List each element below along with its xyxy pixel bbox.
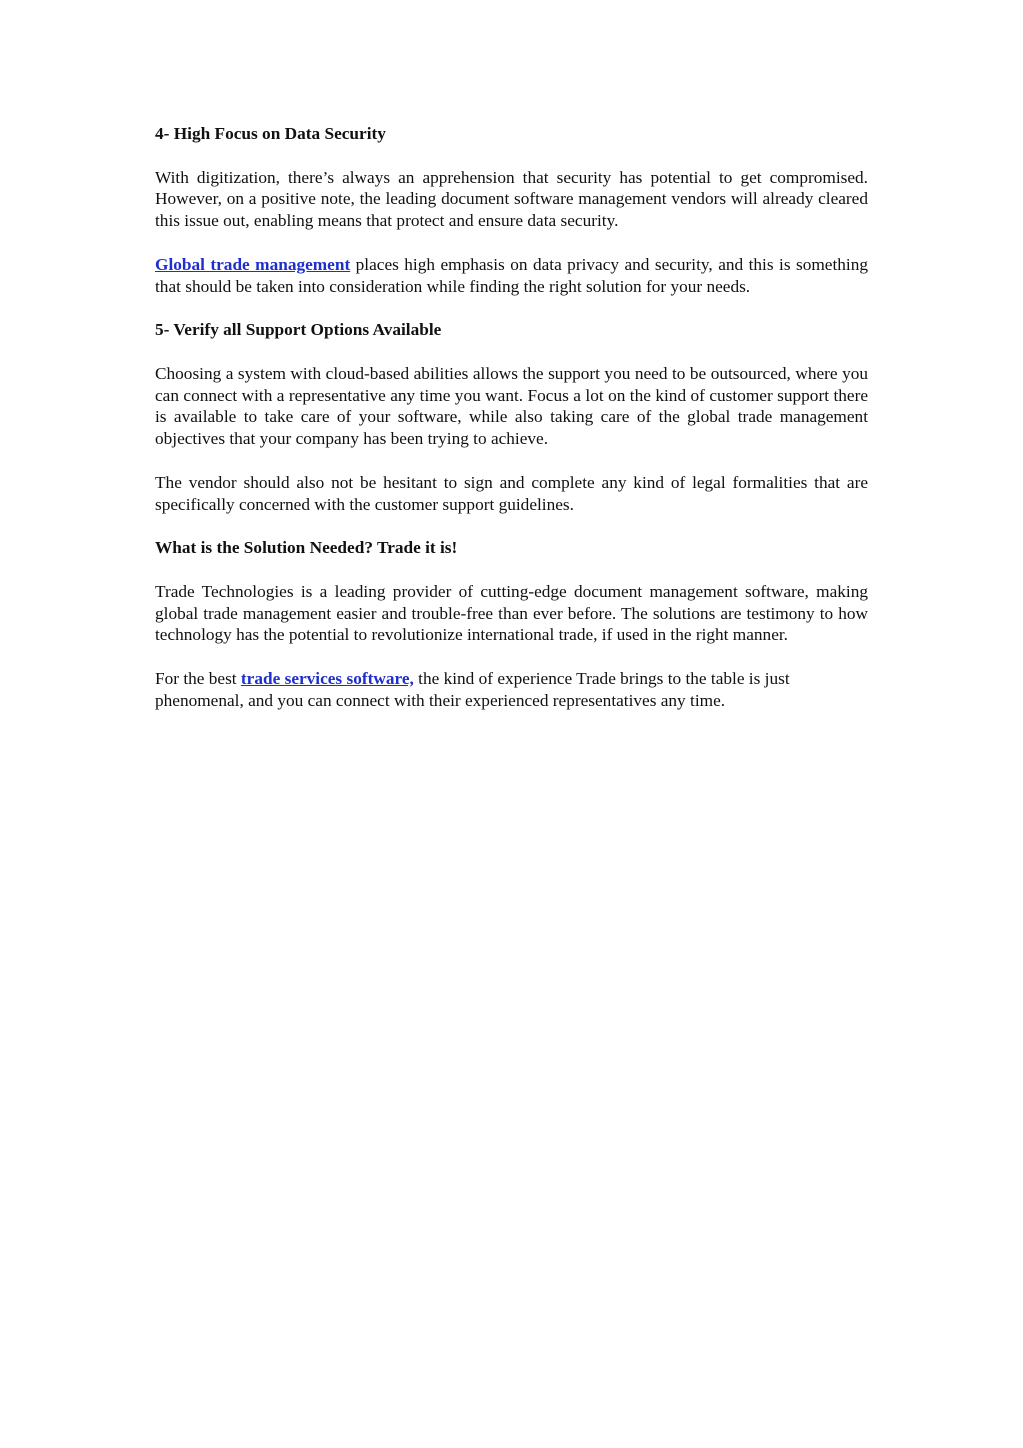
paragraph-trade-services-text: the kind of experience Trade brings to the table is just phenomenal, and you can connect with their experienced representatives any time.: [155, 668, 790, 710]
paragraph-trade-technologies: Trade Technologies is a leading provider of cutting-edge document management software, making global trade management easier and trouble-free than ever before. The solutions are testimony to how technology has the potential to revolutionize international trade, if used in the right manner.: [155, 581, 868, 645]
paragraph-global-trade: [155, 254, 868, 298]
trade-services-software-link[interactable]: trade services software,: [240, 668, 414, 688]
paragraph-trade-services: [155, 668, 868, 712]
section-heading-data-security: 4- High Focus on Data Security: [155, 124, 386, 143]
section-heading-solution-needed: What is the Solution Needed? Trade it is!: [155, 538, 458, 558]
paragraph-data-security: With digitization, there’s always an apprehension that security has potential to get compromised. However, on a positive note, the leading document software management vendors will already cleared this issue out, enabling means that protect and ensure data security.: [155, 167, 868, 231]
paragraph-global-trade-text: places high emphasis on data privacy and security, and this is something that should be taken into consideration while finding the right solution for your needs.: [155, 254, 868, 296]
paragraph-vendor-formalities: The vendor should also not be hesitant to sign and complete any kind of legal formalities that are specifically concerned with the customer support guidelines.: [155, 472, 868, 514]
paragraph-trade-services-lead: For the best: [155, 668, 241, 688]
global-trade-management-link[interactable]: Global trade management: [155, 254, 351, 274]
section-heading-support-options: 5- Verify all Support Options Available: [155, 320, 442, 340]
paragraph-cloud-support: Choosing a system with cloud-based abilities allows the support you need to be outsourced, where you can connect with a representative any time you want. Focus a lot on the kind of customer support there is available to take care of your software, while also taking care of the global trade management objectives that your company has been trying to achieve.: [155, 363, 868, 449]
document-page: [155, 123, 868, 733]
